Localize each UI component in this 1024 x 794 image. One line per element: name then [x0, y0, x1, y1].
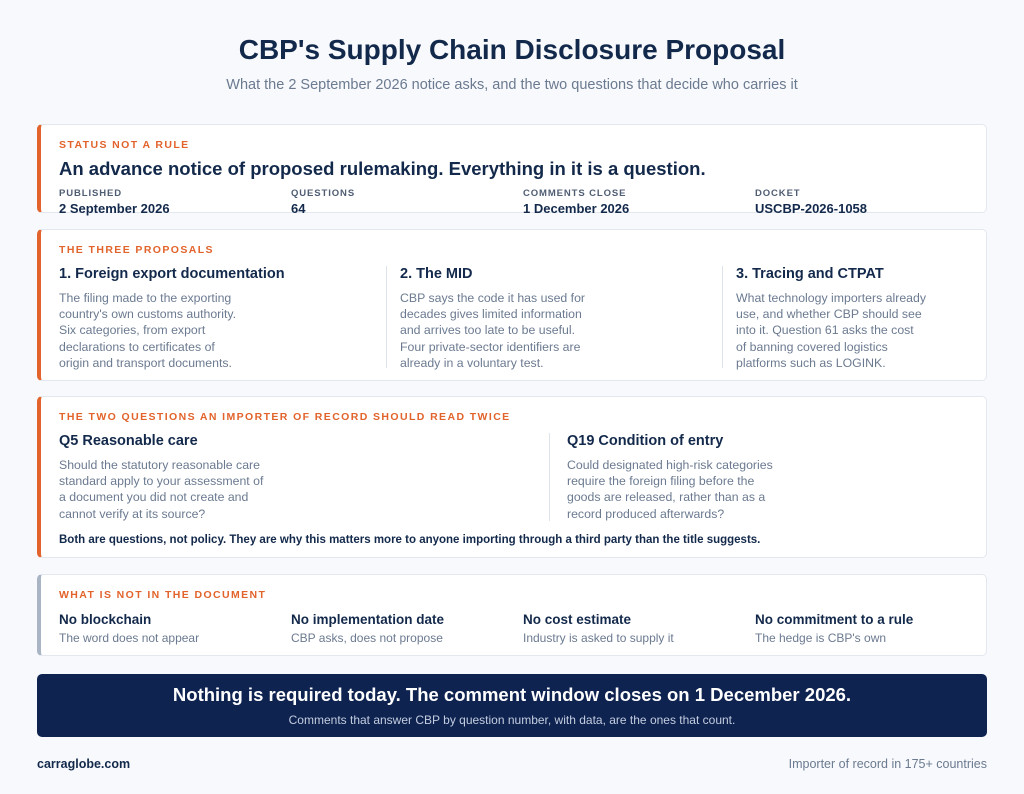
proposal-line: use, and whether CBP should see — [736, 307, 922, 322]
page-subtitle: What the 2 September 2026 notice asks, and the two questions that decide who carries it — [226, 77, 798, 93]
absent-body: The hedge is CBP's own — [755, 631, 887, 645]
proposals-card — [37, 229, 987, 381]
meta-label: COMMENTS CLOSE — [523, 188, 627, 199]
proposal-line: CBP says the code it has used for — [400, 291, 586, 305]
banner-headline: Nothing is required today. The comment window closes on 1 December 2026. — [172, 684, 852, 705]
question-title: Q5 Reasonable care — [59, 433, 198, 449]
absent-kicker: WHAT IS NOT IN THE DOCUMENT — [59, 589, 267, 601]
meta-label: QUESTIONS — [291, 188, 356, 199]
proposal-line: Four private-sector identifiers are — [400, 339, 581, 354]
meta-value: 1 December 2026 — [523, 201, 630, 216]
proposal-title: 2. The MID — [400, 266, 473, 282]
proposal-line: What technology importers already — [736, 291, 927, 305]
proposal-body — [736, 290, 926, 371]
questions-kicker: THE TWO QUESTIONS AN IMPORTER OF RECORD SHOULD READ TWICE — [59, 411, 511, 423]
question-title: Q19 Condition of entry — [567, 433, 724, 449]
question-body — [59, 457, 263, 522]
closing-banner — [37, 674, 987, 737]
question-line: a document you did not create and — [59, 490, 249, 505]
meta-questions — [291, 188, 355, 216]
absent-body: CBP asks, does not propose — [291, 631, 443, 645]
meta-label: DOCKET — [755, 188, 801, 199]
absent-title: No cost estimate — [523, 612, 632, 627]
proposal-line: decades gives limited information — [400, 307, 582, 322]
questions-note: Both are questions, not policy. They are why this matters more to anyone importing through a third party than the title suggests. — [59, 534, 761, 546]
proposal-line: declarations to certificates of — [59, 339, 215, 354]
proposal-line: platforms such as LOGINK. — [736, 355, 886, 370]
status-card — [37, 124, 987, 216]
proposals-kicker: THE THREE PROPOSALS — [59, 244, 214, 256]
absent-body: Industry is asked to supply it — [523, 631, 674, 645]
proposal-line: and arrives too late to be useful. — [400, 323, 575, 338]
meta-docket — [755, 188, 867, 216]
proposal-line: Six categories, from export — [59, 323, 206, 338]
question-line: Could designated high-risk categories — [567, 458, 773, 472]
question-line: goods are released, rather than as a — [567, 490, 766, 505]
proposal-line: The filing made to the exporting — [59, 291, 232, 305]
absent-title: No blockchain — [59, 612, 152, 627]
question-line: Should the statutory reasonable care — [59, 458, 260, 472]
proposal-title: 3. Tracing and CTPAT — [736, 266, 884, 282]
question-line: standard apply to your assessment of — [59, 474, 264, 489]
column-divider — [386, 266, 387, 368]
status-headline: An advance notice of proposed rulemaking. Everything in it is a question. — [59, 158, 706, 179]
meta-published — [59, 188, 170, 216]
proposal-body — [59, 290, 236, 371]
proposal-line: already in a voluntary test. — [400, 355, 544, 370]
proposal-line: origin and transport documents. — [59, 355, 232, 370]
question-line: require the foreign filing before the — [567, 474, 755, 489]
column-divider — [549, 433, 550, 521]
page-title: CBP's Supply Chain Disclosure Proposal — [238, 34, 786, 65]
meta-value: 2 September 2026 — [59, 201, 170, 216]
proposal-line: of banning covered logistics — [736, 339, 888, 354]
proposal-line: country's own customs authority. — [59, 307, 237, 322]
absent-card — [37, 574, 987, 656]
meta-label: PUBLISHED — [59, 188, 122, 199]
absent-body: The word does not appear — [59, 631, 200, 645]
banner-subtext: Comments that answer CBP by question number, with data, are the ones that count. — [288, 713, 736, 727]
footer-site: carraglobe.com — [37, 757, 131, 771]
questions-card — [37, 396, 987, 558]
proposal-body — [400, 290, 585, 371]
status-kicker: STATUS NOT A RULE — [59, 139, 190, 151]
meta-value: USCBP-2026-1058 — [755, 201, 868, 216]
proposal-title: 1. Foreign export documentation — [59, 266, 285, 282]
question-line: record produced afterwards? — [567, 506, 725, 521]
meta-comments-close — [523, 188, 629, 216]
column-divider — [722, 266, 723, 368]
footer-tagline: Importer of record in 175+ countries — [788, 757, 987, 771]
absent-title: No commitment to a rule — [755, 612, 914, 627]
question-line: cannot verify at its source? — [59, 506, 206, 521]
proposal-line: into it. Question 61 asks the cost — [736, 323, 914, 338]
question-body — [567, 457, 773, 522]
meta-value: 64 — [291, 201, 306, 216]
absent-title: No implementation date — [291, 612, 445, 627]
